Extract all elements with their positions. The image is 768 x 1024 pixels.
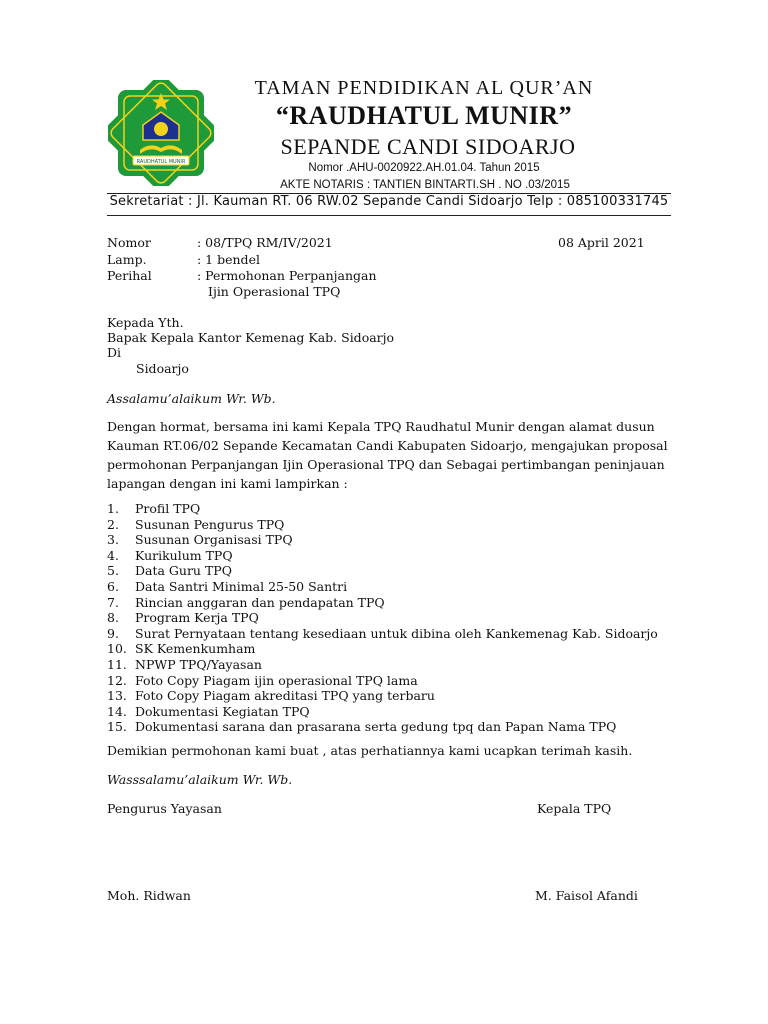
list-item: 13. Foto Copy Piagam akreditasi TPQ yang terbaru [107, 688, 435, 704]
perihal-label: Perihal [107, 268, 152, 283]
list-item: 12. Foto Copy Piagam ijin operasional TPQ lama [107, 672, 418, 688]
lamp-value: : 1 bendel [197, 252, 260, 267]
letterhead-bottom-rule [107, 215, 671, 216]
list-item: 5. Data Guru TPQ [107, 563, 232, 579]
signature-right-title: Kepala TPQ [537, 801, 612, 816]
logo-banner-text: RAUDHATUL MUNIR [136, 159, 186, 165]
signature-left-name: Moh. Ridwan [107, 888, 191, 903]
letterhead-institution-name: “RAUDHATUL MUNIR” [275, 101, 573, 130]
list-item: 7. Rincian anggaran dan pendapatan TPQ [107, 594, 385, 610]
recipient-salutation: Kepada Yth. [107, 315, 184, 330]
list-item: 3. Susunan Organisasi TPQ [107, 532, 293, 548]
list-item: 11. NPWP TPQ/Yayasan [107, 656, 262, 672]
list-item: 9. Surat Pernyataan tentang kesediaan untuk dibina oleh Kankemenag Kab. Sidoarjo [107, 625, 658, 641]
letterhead-address: Sekretariat : Jl. Kauman RT. 06 RW.02 Sepande Candi Sidoarjo Telp : 085100331745 [109, 194, 669, 209]
list-item: 8. Program Kerja TPQ [107, 610, 259, 626]
letterhead-location: SEPANDE CANDI SIDOARJO [280, 134, 576, 159]
signature-right-name: M. Faisol Afandi [535, 888, 638, 903]
recipient-name: Bapak Kepala Kantor Kemenag Kab. Sidoarjo [107, 330, 395, 345]
letterhead-registration-number: Nomor .AHU-0020922.AH.01.04. Tahun 2015 [308, 162, 540, 174]
lamp-label: Lamp. [107, 252, 147, 267]
closing-greeting: Wasssalamu’alaikum Wr. Wb. [107, 772, 293, 787]
list-item: 15. Dokumentasi sarana dan prasarana serta gedung tpq dan Papan Nama TPQ [107, 719, 617, 735]
letterhead-notary-deed: AKTE NOTARIS : TANTIEN BINTARTI.SH . NO .03/2015 [280, 179, 570, 191]
perihal-value-line1: : Permohonan Perpanjangan [197, 268, 377, 283]
list-item: 4. Kurikulum TPQ [107, 547, 233, 563]
body-paragraph [107, 417, 677, 493]
perihal-value-line2: Ijin Operasional TPQ [208, 284, 341, 299]
body-line1: Dengan hormat, bersama ini kami Kepala TPQ Raudhatul Munir dengan alamat dusun [107, 419, 655, 434]
nomor-label: Nomor [107, 235, 151, 250]
body-line3: permohonan Perpanjangan Ijin Operasional TPQ dan Sebagai pertimbangan peninjauan [107, 457, 665, 472]
recipient-city: Sidoarjo [136, 361, 189, 376]
list-item: 1. Profil TPQ [107, 501, 201, 516]
recipient-di: Di [107, 345, 122, 360]
opening-greeting: Assalamu’alaikum Wr. Wb. [107, 391, 276, 406]
list-item: 14. Dokumentasi Kegiatan TPQ [107, 703, 310, 719]
letter-date: 08 April 2021 [558, 235, 645, 250]
letterhead-line1: TAMAN PENDIDIKAN AL QUR’AN [254, 77, 594, 99]
closing-sentence: Demikian permohonan kami buat , atas perhatiannya kami ucapkan terimah kasih. [107, 743, 633, 758]
nomor-value: : 08/TPQ RM/IV/2021 [197, 235, 333, 250]
list-item: 2. Susunan Pengurus TPQ [107, 516, 285, 532]
list-item: 10. SK Kemenkumham [107, 641, 256, 657]
body-line2: Kauman RT.06/02 Sepande Kecamatan Candi Kabupaten Sidoarjo, mengajukan proposal [107, 438, 668, 453]
signature-left-title: Pengurus Yayasan [107, 801, 222, 816]
body-line4: lapangan dengan ini kami lampirkan : [107, 476, 348, 491]
attachment-list [107, 501, 658, 735]
list-item: 6. Data Santri Minimal 25-50 Santri [107, 578, 348, 594]
